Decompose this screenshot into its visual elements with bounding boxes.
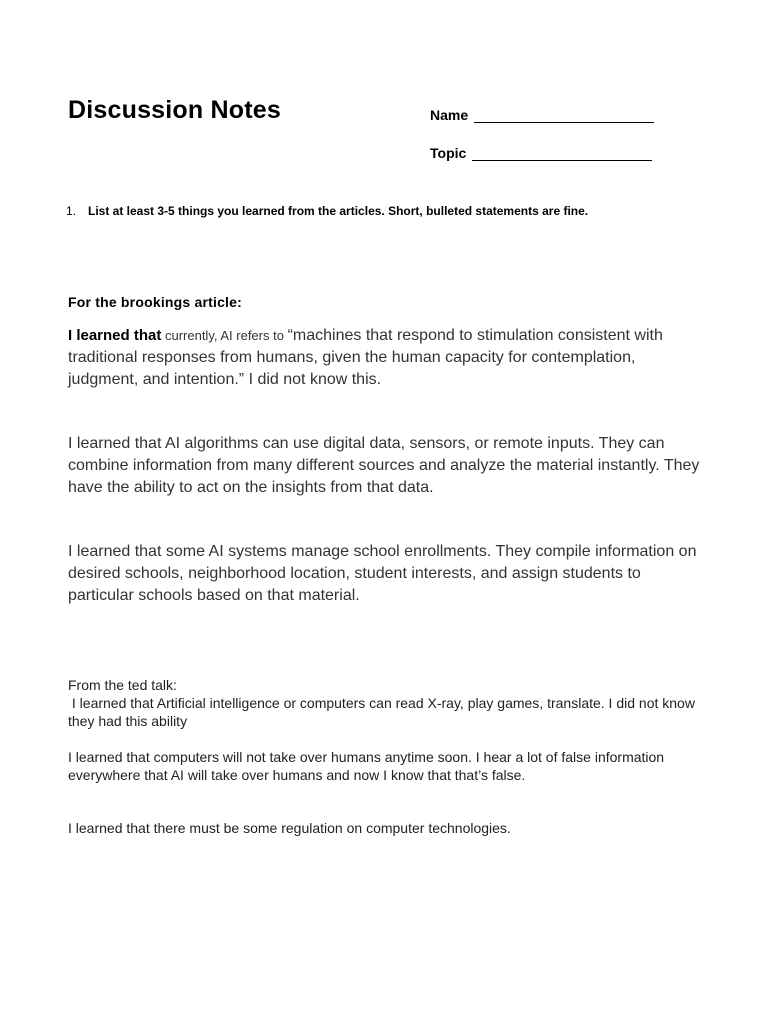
question-number: 1. [66,204,77,218]
brookings-paragraph-3: I learned that some AI systems manage school enrollments. They compile information on desired schools, neighborhood location, student interests, and assign students to particular schools based on that material. [68,543,697,604]
brookings-paragraph-2: I learned that AI algorithms can use digital data, sensors, or remote inputs. They can combine information from many different sources and analyze the material instantly. They have the ability to act on the insights from that data. [68,435,700,496]
name-blank-line [474,110,654,123]
question-text: List at least 3-5 things you learned from the articles. Short, bulleted statements are fine. [88,204,589,218]
page-title: Discussion Notes [68,96,281,124]
question-1 [66,204,588,218]
paragraph-lead-bold: I learned that [68,327,162,344]
name-label: Name [430,107,469,123]
topic-label: Topic [430,145,467,161]
paragraph-quote: “machines that respond to stimulation consistent with traditional responses from humans, given the human capacity for contemplation, judgment, and intention.” I did not know this. [68,327,663,388]
ted-paragraph-1: I learned that Artificial intelligence or computers can read X-ray, play games, translate. I did not know they had this ability [68,695,699,729]
paragraph-lead-small: currently, AI refers to [161,328,288,343]
ted-paragraph-2: I learned that computers will not take over humans anytime soon. I hear a lot of false information everywhere that AI will take over humans and now I know that that’s false. [68,749,665,783]
topic-field [430,145,652,161]
topic-blank-line [472,148,652,161]
ted-heading: From the ted talk: [68,677,177,693]
brookings-heading: For the brookings article: [68,294,242,310]
name-field [430,107,654,123]
ted-paragraph-3: I learned that there must be some regulation on computer technologies. [68,820,511,836]
brookings-paragraph-1 [68,325,708,391]
